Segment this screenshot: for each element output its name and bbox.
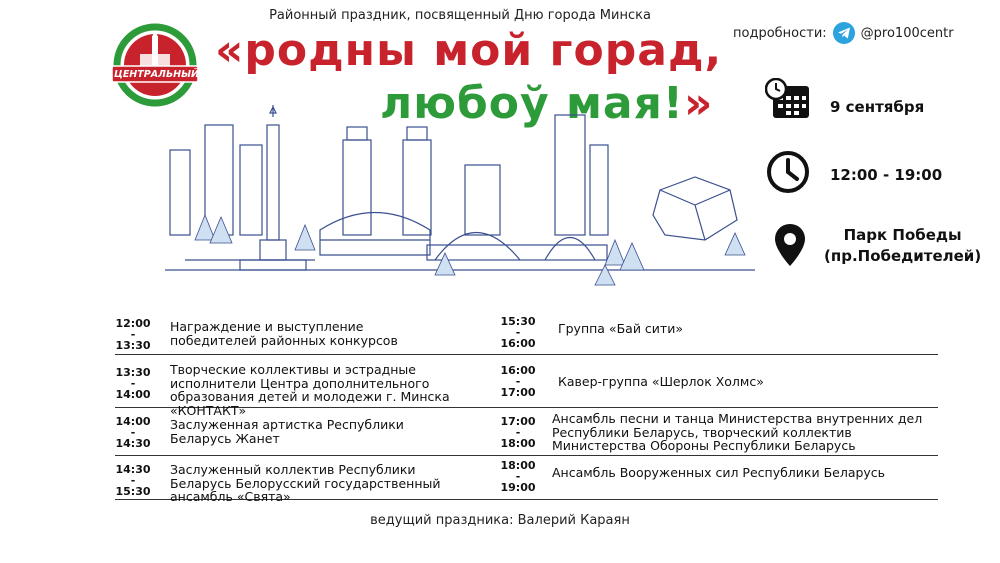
time-dash: -	[130, 328, 136, 341]
details-label: подробности:	[733, 25, 827, 41]
telegram-icon[interactable]	[833, 22, 855, 44]
performer-description: Заслуженная артистка Республики Беларусь Жанет	[170, 417, 404, 446]
time-dash: -	[515, 326, 521, 339]
time-range	[112, 318, 154, 351]
end-time: 16:00	[500, 337, 536, 350]
event-place	[824, 225, 981, 267]
end-time: 14:00	[115, 388, 151, 401]
time-dash: -	[515, 375, 521, 388]
time-dash: -	[515, 470, 521, 483]
performer-description: Ансамбль песни и танца Министерства внутренних дел Республики Беларусь, творческий коллектив Министерства Обороны Республики Беларусь	[552, 411, 923, 453]
event-time: 12:00 - 19:00	[830, 166, 943, 184]
start-time: 13:30	[115, 366, 151, 379]
performer-description: Группа «Бай сити»	[558, 321, 683, 336]
time-range	[497, 316, 539, 349]
time-dash: -	[515, 426, 521, 439]
clock-icon	[766, 150, 810, 194]
end-time: 13:30	[115, 339, 151, 352]
start-time: 17:00	[500, 415, 536, 428]
place-name: Парк Победы	[843, 226, 962, 244]
title-line-1: «родны мой горад,	[215, 25, 723, 76]
time-range	[497, 460, 539, 493]
start-time: 14:30	[115, 463, 151, 476]
time-range	[112, 416, 154, 449]
time-range	[497, 365, 539, 398]
performer-description: Кавер-группа «Шерлок Холмс»	[558, 374, 764, 389]
event-subtitle: Районный праздник, посвященный Дню города Минска	[269, 8, 651, 23]
end-time: 18:00	[500, 437, 536, 450]
performer-description: Заслуженный коллектив Республики Беларусь Белорусский государственный ансамбль «Свята»	[170, 462, 441, 504]
minsk-skyline-illustration	[165, 105, 755, 295]
location-pin-icon	[773, 222, 807, 268]
end-time: 17:00	[500, 386, 536, 399]
title-close-quote: »	[683, 78, 714, 129]
logo-text: ЦЕНТРАЛЬНЫЙ	[114, 69, 199, 80]
time-dash: -	[130, 426, 136, 439]
district-logo	[110, 20, 200, 110]
start-time: 15:30	[500, 315, 536, 328]
start-time: 14:00	[115, 415, 151, 428]
start-time: 16:00	[500, 364, 536, 377]
time-dash: -	[130, 377, 136, 390]
telegram-handle[interactable]: @pro100centr	[860, 25, 954, 41]
title-line-2-text: любоў мая!	[380, 78, 684, 129]
place-address: (пр.Победителей)	[824, 247, 982, 265]
calendar-icon	[765, 78, 811, 120]
time-range	[497, 416, 539, 449]
end-time: 15:30	[115, 485, 151, 498]
start-time: 18:00	[500, 459, 536, 472]
performer-description: Творческие коллективы и эстрадные исполнители Центра дополнительного образования детей и молодежи г. Минска «КОНТАКТ»	[170, 362, 450, 418]
performer-description: Награждение и выступление победителей районных конкурсов	[170, 319, 398, 348]
row-divider	[115, 455, 938, 456]
time-dash: -	[130, 474, 136, 487]
end-time: 14:30	[115, 437, 151, 450]
event-date: 9 сентября	[830, 98, 925, 116]
performer-description: Ансамбль Вооруженных сил Республики Беларусь	[552, 465, 886, 480]
time-range	[112, 367, 154, 400]
row-divider	[115, 354, 938, 355]
start-time: 12:00	[115, 317, 151, 330]
event-host: ведущий праздника: Валерий Караян	[370, 513, 630, 528]
end-time: 19:00	[500, 481, 536, 494]
details-block	[733, 22, 954, 44]
time-range	[112, 464, 154, 497]
